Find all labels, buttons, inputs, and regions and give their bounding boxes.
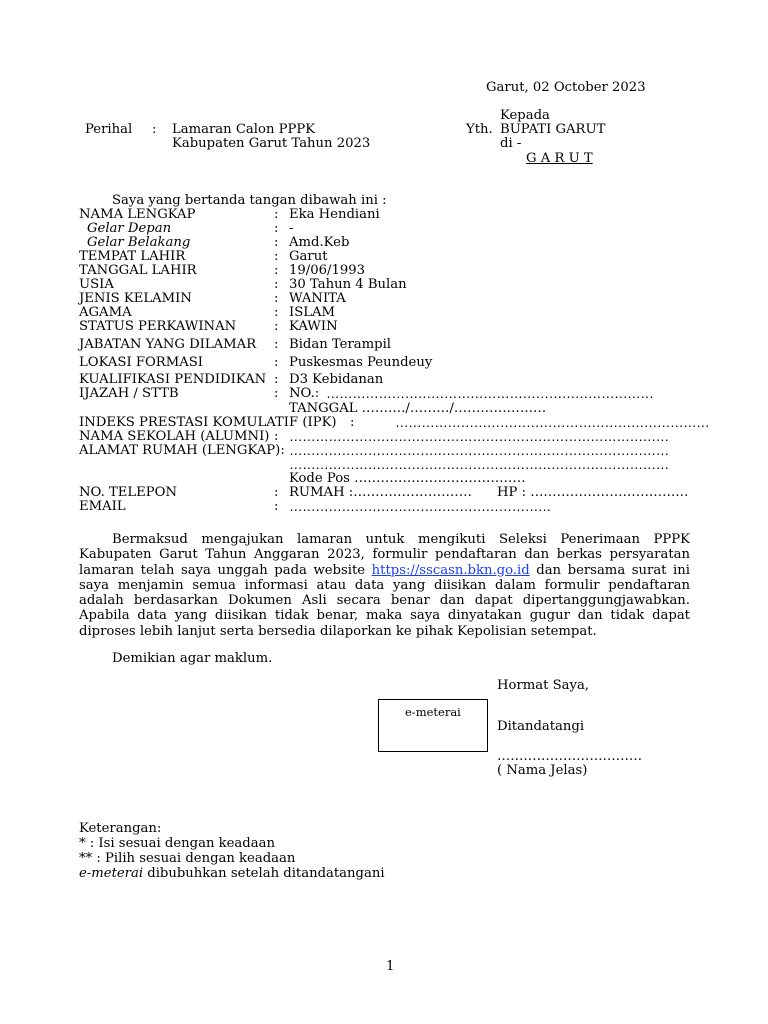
body-part-2: dan bersama surat ini saya menjamin semua informasi atau data yang diisikan dalam formulir pendaftaran adalah berdasarkan Dokumen Asli secara benar dan dapat dipertanggungjawabkan. Apabila data yang diisikan tidak benar, maka saya dinyatakan gugur dan tidak dapat diproses lebih lanjut serta bersedia dilaporkan ke pihak Kepolisian setempat. — [79, 562, 690, 639]
recipient: BUPATI GARUT — [500, 122, 606, 137]
field-colon: : — [274, 337, 279, 352]
body-paragraph — [79, 532, 690, 639]
intro-text: Saya yang bertanda tangan dibawah ini : — [112, 193, 387, 208]
field-label: TANGGAL LAHIR — [79, 263, 197, 278]
alamat-label: ALAMAT RUMAH (LENGKAP): — [79, 443, 285, 458]
field-colon: : — [274, 291, 279, 306]
subject-line-1: Lamaran Calon PPPK — [172, 122, 316, 137]
field-value: Eka Hendiani — [289, 207, 380, 222]
closing-text: Demikian agar maklum. — [112, 651, 273, 666]
field-label: Gelar Belakang — [87, 235, 191, 250]
perihal-colon: : — [152, 122, 157, 137]
notes-title: Keterangan: — [79, 821, 162, 836]
note-2: ** : Pilih sesuai dengan keadaan — [79, 851, 296, 866]
field-value: - — [289, 221, 294, 236]
ipk-label: INDEKS PRESTASI KOMULATIF (IPK) — [79, 415, 337, 430]
note-3 — [79, 866, 385, 881]
field-colon: : — [274, 221, 279, 236]
ipk-colon: : — [350, 415, 355, 430]
ijazah-no-blank[interactable]: ………………………………………………………………… — [326, 386, 654, 401]
field-colon: : — [274, 249, 279, 264]
subject-line-2: Kabupaten Garut Tahun 2023 — [172, 136, 371, 151]
field-value: Puskesmas Peundeuy — [289, 355, 433, 370]
field-label: AGAMA — [79, 305, 132, 320]
field-label: JABATAN YANG DILAMAR — [79, 337, 257, 352]
telepon-colon: : — [274, 485, 279, 500]
field-value: Garut — [289, 249, 328, 264]
hp-blank[interactable]: HP : ……………………………… — [497, 485, 689, 500]
hormat-saya: Hormat Saya, — [497, 678, 590, 693]
field-value: Bidan Terampil — [289, 337, 392, 352]
field-label: TEMPAT LAHIR — [79, 249, 186, 264]
field-colon: : — [274, 372, 279, 387]
note-1: * : Isi sesuai dengan keadaan — [79, 836, 275, 851]
telepon-label: NO. TELEPON — [79, 485, 177, 500]
rumah-phone-blank[interactable]: RUMAH :……………………… — [289, 485, 472, 500]
sscasn-link[interactable]: https://sscasn.bkn.go.id — [371, 562, 530, 578]
alamat-blank-2[interactable]: …………………………………………………………………………… — [289, 457, 669, 472]
field-colon: : — [274, 235, 279, 250]
field-label: Gelar Depan — [87, 221, 172, 236]
field-value: NO.: — [289, 386, 320, 401]
field-label: JENIS KELAMIN — [79, 291, 192, 306]
sekolah-label: NAMA SEKOLAH (ALUMNI) — [79, 429, 270, 444]
field-colon: : — [274, 319, 279, 334]
field-label: USIA — [79, 277, 114, 292]
field-colon: : — [274, 277, 279, 292]
signature-dots: …………………………… — [497, 749, 643, 764]
email-label: EMAIL — [79, 499, 126, 514]
field-colon: : — [274, 355, 279, 370]
kode-pos-blank[interactable]: Kode Pos ………………………………… — [289, 471, 526, 486]
field-colon: : — [274, 207, 279, 222]
field-label: STATUS PERKAWINAN — [79, 319, 237, 334]
body-part-1: Bermaksud mengajukan lamaran untuk mengikuti Seleksi Penerimaan PPPK Kabupaten Garut Tahun Anggaran 2023, formulir pendaftaran dan berkas persyaratan lamaran telah saya unggah pada website — [79, 532, 690, 578]
place-date: Garut, 02 October 2023 — [486, 80, 646, 95]
alamat-blank-1[interactable]: …………………………………………………………………………… — [289, 443, 669, 458]
field-label: KUALIFIKASI PENDIDIKAN — [79, 372, 267, 387]
e-meterai-box — [378, 699, 488, 752]
note-3-rest: dibubuhkan setelah ditandatangani — [143, 866, 385, 881]
ipk-blank[interactable]: ……………………………………………………………… — [395, 415, 710, 430]
note-3-italic: e-meterai — [79, 866, 144, 881]
nama-jelas: ( Nama Jelas) — [497, 763, 588, 778]
field-value: KAWIN — [289, 319, 338, 334]
ditandatangi: Ditandatangi — [497, 719, 585, 734]
field-colon: : — [274, 305, 279, 320]
field-colon: : — [274, 386, 279, 401]
di-label: di - — [500, 136, 522, 151]
e-meterai-label: e-meterai — [405, 705, 461, 719]
field-value: WANITA — [289, 291, 346, 306]
field-label: LOKASI FORMASI — [79, 355, 204, 370]
field-value: 19/06/1993 — [289, 263, 366, 278]
email-blank[interactable]: …………………………………………………… — [289, 499, 551, 514]
yth-label: Yth. — [466, 122, 493, 137]
field-label: NAMA LENGKAP — [79, 207, 196, 222]
field-value: Amd.Keb — [289, 235, 350, 250]
field-value: ISLAM — [289, 305, 336, 320]
sekolah-colon: : — [274, 429, 279, 444]
field-label: IJAZAH / STTB — [79, 386, 179, 401]
field-value: 30 Tahun 4 Bulan — [289, 277, 407, 292]
kepada-label: Kepada — [500, 108, 550, 123]
ijazah-tanggal-blank[interactable]: TANGGAL ………./………/………………… — [289, 401, 547, 416]
perihal-label: Perihal — [85, 122, 133, 137]
sekolah-blank[interactable]: …………………………………………………………………………… — [289, 429, 669, 444]
page-number: 1 — [386, 959, 395, 974]
field-colon: : — [274, 263, 279, 278]
field-value: D3 Kebidanan — [289, 372, 384, 387]
recipient-city: G A R U T — [526, 151, 593, 166]
email-colon: : — [274, 499, 279, 514]
